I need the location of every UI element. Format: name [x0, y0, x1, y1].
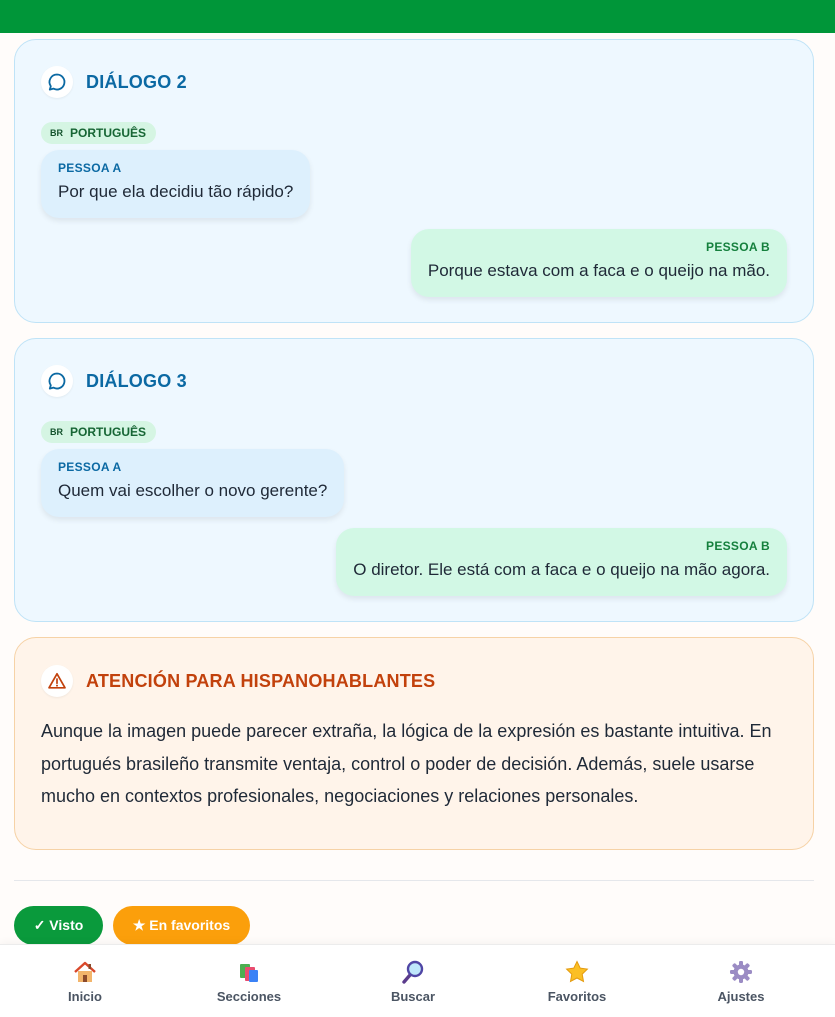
message-text: Porque estava com a faca e o queijo na mão. [427, 261, 770, 280]
star-icon [564, 959, 590, 985]
top-app-bar [0, 0, 835, 33]
nav-item-ajustes[interactable] [681, 959, 801, 1004]
message-text: O diretor. Ele está com a faca e o queijo na mão agora. [353, 560, 770, 579]
nav-label: Buscar [390, 989, 436, 1004]
warning-triangle-icon [41, 665, 73, 697]
language-badge [41, 122, 156, 144]
message-bubble-b [336, 528, 787, 596]
magnifier-icon [400, 959, 426, 985]
flag-code: BR [50, 427, 63, 437]
speech-bubble-icon [41, 66, 73, 98]
speech-bubble-icon [41, 365, 73, 397]
nav-label: Secciones [216, 989, 282, 1004]
dialog-title: DIÁLOGO 3 [86, 370, 187, 391]
dialog-header [41, 365, 187, 397]
house-icon [72, 959, 98, 985]
message-bubble-a [41, 449, 344, 517]
nav-label: Ajustes [717, 989, 765, 1004]
gear-icon [728, 959, 754, 985]
flag-code: BR [50, 128, 63, 138]
language-label: PORTUGUÊS [70, 126, 147, 140]
warning-card [14, 637, 814, 850]
message-bubble-a [41, 150, 310, 218]
language-label: PORTUGUÊS [70, 425, 147, 439]
nav-label: Favoritos [547, 989, 607, 1004]
nav-item-inicio[interactable] [25, 959, 145, 1004]
dialog-card [14, 39, 814, 323]
speaker-label: PESSOA B [706, 240, 770, 254]
language-badge [41, 421, 156, 443]
nav-item-favoritos[interactable] [517, 959, 637, 1004]
warning-title: ATENCIÓN PARA HISPANOHABLANTES [86, 670, 436, 691]
message-text: Quem vai escolher o novo gerente? [58, 481, 328, 500]
favorite-button[interactable]: ★ En favoritos [113, 906, 250, 945]
dialog-card [14, 338, 814, 622]
message-text: Por que ela decidiu tão rápido? [58, 182, 294, 201]
nav-label: Inicio [68, 989, 102, 1004]
speaker-label: PESSOA B [706, 539, 770, 553]
warning-text: Aunque la imagen puede parecer extraña, la lógica de la expresión es bastante intuitiva. En portugués brasileño transmite ventaja, control o poder de decisión. Además, suele usarse mucho en contextos profesionales, negociaciones y relaciones personales. [41, 721, 772, 806]
seen-button[interactable]: ✓ Visto [14, 906, 103, 945]
bottom-navigation [0, 944, 835, 1017]
books-icon [236, 959, 262, 985]
message-bubble-b [411, 229, 787, 297]
divider [14, 880, 814, 881]
dialog-title: DIÁLOGO 2 [86, 71, 187, 92]
nav-item-secciones[interactable] [189, 959, 309, 1004]
dialog-header [41, 66, 187, 98]
nav-item-buscar[interactable] [353, 959, 473, 1004]
speaker-label: PESSOA A [58, 460, 122, 474]
speaker-label: PESSOA A [58, 161, 122, 175]
warning-header [41, 665, 435, 697]
